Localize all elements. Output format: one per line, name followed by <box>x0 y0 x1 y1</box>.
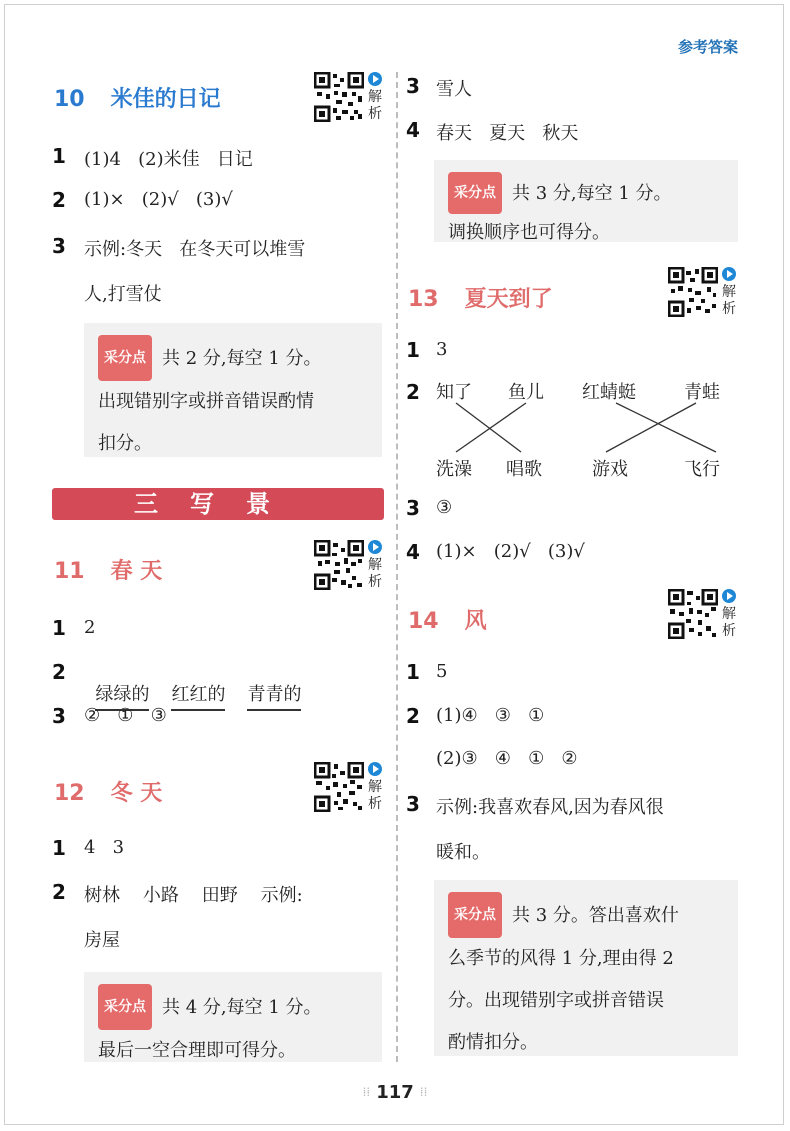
answer-text: 示例:冬天 在冬天可以堆雪 <box>84 239 306 260</box>
underlined-answer: 绿绿的 <box>95 680 149 711</box>
qr-code-icon[interactable] <box>668 267 718 317</box>
answer-text: 人,打雪仗 <box>84 284 162 305</box>
question-number: 3 <box>52 704 66 728</box>
answer-text: 房屋 <box>84 930 120 951</box>
answer-text: (1)4 (2)米佳 日记 <box>84 149 253 170</box>
qr-label[interactable]: 解 析 <box>368 89 382 122</box>
question-number: 1 <box>406 660 420 684</box>
answer-text: 春天 夏天 秋天 <box>436 123 579 144</box>
match-bottom-word: 唱歌 <box>506 459 542 480</box>
play-icon[interactable] <box>368 540 382 554</box>
question-number: 3 <box>406 74 420 98</box>
unit-banner: 三写景 <box>52 488 384 520</box>
match-top-word: 青蛙 <box>684 382 720 403</box>
qr-label[interactable]: 解 析 <box>722 606 736 639</box>
play-icon[interactable] <box>368 762 382 776</box>
answer-text: 示例:我喜欢春风,因为春风很 <box>436 797 664 818</box>
qr-label[interactable]: 解 析 <box>368 779 382 812</box>
question-number: 2 <box>52 660 66 684</box>
section-number: 11 <box>54 559 85 584</box>
question-number: 3 <box>406 792 420 816</box>
question-number: 2 <box>406 704 420 728</box>
answer-text: (2)③ ④ ① ② <box>436 748 578 769</box>
match-top-word: 红蜻蜓 <box>582 382 636 403</box>
answer-list <box>84 659 323 711</box>
qr-code-icon[interactable] <box>314 540 364 590</box>
section-14-title <box>408 604 487 635</box>
match-line <box>616 403 716 452</box>
header-title: 参考答案 <box>677 38 738 56</box>
question-number: 1 <box>52 144 66 168</box>
question-number: 4 <box>406 118 420 142</box>
answer-text: (1)× (2)√ (3)√ <box>84 189 233 210</box>
match-bottom-word: 游戏 <box>592 459 628 480</box>
left-ornament: ⁞⁞ <box>362 1085 371 1099</box>
underlined-answer: 红红的 <box>171 680 225 711</box>
scoring-badge: 采分点 <box>98 984 152 1030</box>
scoring-badge: 采分点 <box>448 172 502 214</box>
play-icon[interactable] <box>722 267 736 281</box>
section-number: 12 <box>54 781 85 806</box>
answer-text: ③ <box>436 497 453 518</box>
answer-text: 5 <box>436 661 448 682</box>
answer-text: 3 <box>436 339 448 360</box>
question-number: 3 <box>406 496 420 520</box>
answer-text: 树林 小路 田野 示例: <box>84 885 303 906</box>
column-divider <box>396 72 398 1062</box>
answer-text: ② ① ③ <box>84 705 167 726</box>
match-top-word: 知了 <box>436 382 472 403</box>
qr-code-icon[interactable] <box>668 589 718 639</box>
answer-text: (1)× (2)√ (3)√ <box>436 541 585 562</box>
answer-text: 暖和。 <box>436 842 490 863</box>
answer-text: 4 3 <box>84 837 125 858</box>
section-name: 米佳的日记 <box>110 87 221 112</box>
qr-label[interactable]: 解 析 <box>722 284 736 317</box>
play-icon[interactable] <box>722 589 736 603</box>
underlined-answer: 青青的 <box>247 680 301 711</box>
section-number: 10 <box>54 87 85 112</box>
qr-code-icon[interactable] <box>314 762 364 812</box>
section-name: 夏天到了 <box>464 287 553 312</box>
match-line <box>606 403 696 452</box>
answer-text: 雪人 <box>436 79 472 100</box>
qr-code-icon[interactable] <box>314 72 364 122</box>
match-top-word: 鱼儿 <box>508 382 544 403</box>
scoring-badge: 采分点 <box>448 892 502 938</box>
play-icon[interactable] <box>368 72 382 86</box>
scoring-note: 采分点 共 2 分,每空 1 分。 出现错别字或拼音错误酌情 扣分。 <box>84 323 382 457</box>
question-number: 2 <box>52 880 66 904</box>
question-number: 2 <box>52 188 66 212</box>
match-bottom-word: 飞行 <box>684 459 720 480</box>
section-name: 春 天 <box>110 559 163 584</box>
right-ornament: ⁞⁞ <box>419 1085 428 1099</box>
answer-text: (1)④ ③ ① <box>436 705 545 726</box>
question-number: 1 <box>406 338 420 362</box>
question-number: 3 <box>52 234 66 258</box>
scoring-note: 采分点 共 4 分,每空 1 分。 最后一空合理即可得分。 <box>84 972 382 1062</box>
section-13-title <box>408 282 553 313</box>
section-name: 冬 天 <box>110 781 163 806</box>
section-name: 风 <box>464 609 487 634</box>
page-number: ⁞⁞ 117 ⁞⁞ <box>362 1082 428 1103</box>
question-number: 1 <box>52 616 66 640</box>
question-number: 1 <box>52 836 66 860</box>
section-number: 13 <box>408 287 439 312</box>
answer-text: 2 <box>84 617 96 638</box>
section-10-title <box>54 82 221 113</box>
section-12-title <box>54 776 162 807</box>
question-number: 2 <box>406 380 420 404</box>
match-bottom-word: 洗澡 <box>436 459 472 480</box>
section-11-title <box>54 554 162 585</box>
scoring-note: 采分点 共 3 分,每空 1 分。 调换顺序也可得分。 <box>434 160 738 242</box>
scoring-note: 采分点 共 3 分。答出喜欢什 么季节的风得 1 分,理由得 2 分。出现错别字或拼音错误 酌情扣分。 <box>434 880 738 1056</box>
qr-label[interactable]: 解 析 <box>368 557 382 590</box>
scoring-badge: 采分点 <box>98 335 152 381</box>
section-number: 14 <box>408 609 439 634</box>
question-number: 4 <box>406 540 420 564</box>
